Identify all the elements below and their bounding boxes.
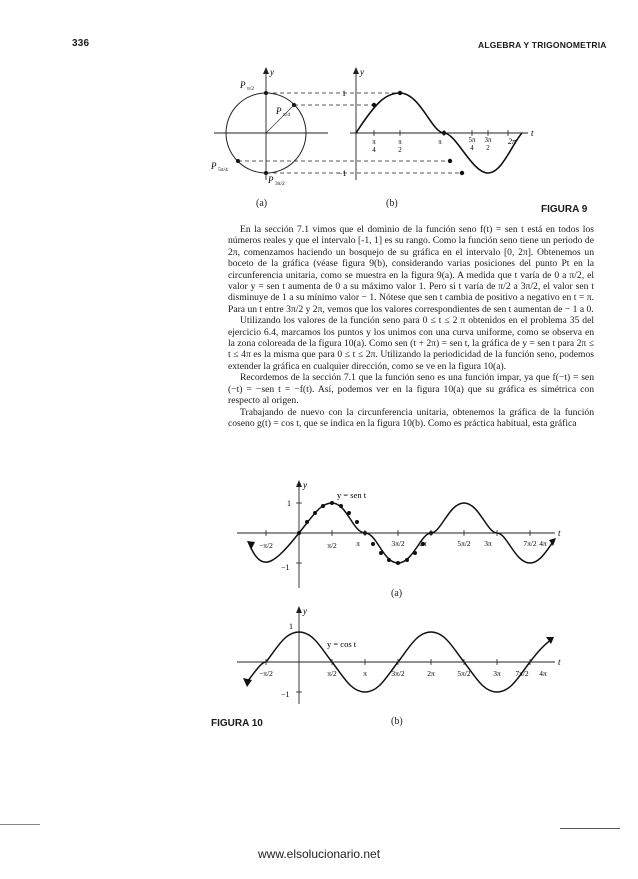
fig9b-tick-den: 2 (486, 144, 490, 152)
fig9b-minus-one: −1 (338, 169, 347, 178)
fig9b-tick-den: 4 (372, 146, 376, 154)
fig10b-tick: 5π/2 (457, 669, 471, 678)
fig9a-axis-y: y (270, 67, 274, 77)
fig10b-curve-label: y = cos t (327, 639, 357, 649)
fig9a-p-sub: 5π/4 (218, 167, 228, 173)
fig9a-p-label: P (276, 106, 282, 116)
fig10a-tick: 4π (539, 539, 547, 548)
figure-9a-unit-circle (210, 67, 328, 187)
fig10b-tick: 3π (493, 669, 501, 678)
fig9a-p-label: P (240, 80, 246, 90)
fig9b-tick-num: π (398, 138, 402, 146)
paragraph: Recordemos de la sección 7.1 que la función seno es una función impar, ya que f(−t) = sen (−t) = −sen t = −f(t). Así, podemos ver en la figura 10(a) que su gráfica es simétrica con respecto al origen. (228, 372, 594, 407)
fig10a-tick: 5π/2 (457, 539, 471, 548)
fig10b-minus-one: −1 (281, 690, 290, 699)
fig10a-axis-y: y (303, 480, 307, 490)
fig10-caption: FIGURA 10 (211, 718, 263, 729)
fig9b-tick: π (438, 138, 442, 146)
fig9a-p-label: P (268, 175, 274, 185)
fig10b-tick: 4π (539, 669, 547, 678)
figure-9 (210, 62, 540, 212)
fig10-sub-b: (b) (391, 716, 403, 727)
fig9a-p-sub: π/4 (283, 112, 291, 118)
fig10b-axis-t: t (558, 657, 561, 667)
fig10a-tick: 7π/2 (523, 539, 537, 548)
fig10b-tick: π (363, 669, 367, 678)
fig10b-tick: 2π (427, 669, 435, 678)
fig10a-tick: π/2 (327, 541, 337, 550)
body-text (228, 224, 594, 429)
fig10a-curve-label: y = sen t (337, 490, 367, 500)
fig10a-axis-t: t (558, 528, 561, 538)
fig10-sub-a: (a) (391, 588, 403, 599)
fig9b-tick-num: 5π (468, 136, 476, 144)
fig10b-axis-y: y (303, 606, 307, 616)
fig9-caption: FIGURA 9 (541, 204, 588, 215)
fig9b-tick-den: 2 (398, 146, 402, 154)
figure-9b-sine-graph (338, 67, 534, 180)
running-title: ALGEBRA Y TRIGONOMETRIA (478, 40, 607, 50)
figure-10a (225, 478, 565, 602)
scan-divider-line (560, 828, 620, 829)
fig10a-tick: −π/2 (259, 541, 273, 550)
fig9a-p-sub: 3π/2 (275, 181, 285, 187)
fig10a-minus-one: −1 (281, 563, 290, 572)
fig9b-axis-y: y (360, 67, 364, 77)
fig9b-tick: 2π (507, 137, 517, 146)
fig10a-tick: 3π/2 (391, 539, 405, 548)
fig9-sub-b: (b) (386, 198, 398, 209)
fig10b-tick: π/2 (327, 669, 337, 678)
fig9b-tick-num: π (372, 138, 376, 146)
fig10a-tick: 3π (484, 539, 492, 548)
paragraph: En la sección 7.1 vimos que el dominio de la función seno f(t) = sen t está en todos los números reales y que el intervalo [-1, 1] es su rango. Como la función seno tiene un periodo de 2π, comenzamos haciendo un bosquejo de su gráfica en el intervalo [0, 2π]. Obtenemos un boceto de la gráfica (véase figura 9(b), considerando varias posiciones del punto Pt en la circunferencia unitaria, como se muestra en la figura 9(a). A medida que t varía de 0 a π/2, el valor y = sen t aumenta de 0 a su máximo valor 1. Pero si t varía de π/2 a 3π/2, el valor sen t disminuye de 1 a su mínimo valor − 1. Nótese que sen t cambia de positivo a negativo en t = π. Para un t entre 3π/2 y 2π, vemos que los valores correspondientes de sen t aumentan de − 1 a 0. (228, 224, 594, 315)
paragraph: Utilizando los valores de la función seno para 0 ≤ t ≤ 2 π obtenidos en el problema 35 del ejercicio 6.4, marcamos los puntos y los unimos con una curva uniforme, como se observa en la zona coloreada de la figura 10(a). Como sen (t + 2π) = sen t, la gráfica de y = sen t para 2π ≤ t ≤ 4π es la misma que para 0 ≤ t ≤ 2π. Utilizando la periodicidad de la función seno, podemos extender la gráfica en cualquier dirección, como se ve en la figura 10(a). (228, 315, 594, 372)
scan-divider-line (0, 824, 40, 825)
fig9b-one: 1 (342, 89, 346, 98)
fig9b-axis-t: t (531, 128, 534, 138)
fig10b-tick: −π/2 (259, 669, 273, 678)
fig10a-tick: 2π (419, 539, 427, 548)
fig9a-p-sub: π/2 (247, 86, 255, 92)
figure-10b (225, 604, 565, 714)
footer-url[interactable]: www.elsolucionario.net (258, 847, 381, 861)
fig10b-one: 1 (289, 622, 293, 631)
fig9-sub-a: (a) (256, 198, 268, 209)
fig10a-one: 1 (287, 499, 291, 508)
fig10b-tick: 3π/2 (391, 669, 405, 678)
fig9b-tick-num: 3π (484, 136, 492, 144)
paragraph: Trabajando de nuevo con la circunferencia unitaria, obtenemos la gráfica de la función coseno g(t) = cos t, que se indica en la figura 10(b). Como es práctica habitual, esta gráfica (228, 406, 594, 429)
page-number: 336 (72, 38, 90, 49)
fig10b-tick: 7π/2 (515, 669, 529, 678)
fig10a-tick: π (356, 539, 360, 548)
fig9b-tick-den: 4 (470, 144, 474, 152)
fig9a-p-label: P (211, 161, 217, 171)
